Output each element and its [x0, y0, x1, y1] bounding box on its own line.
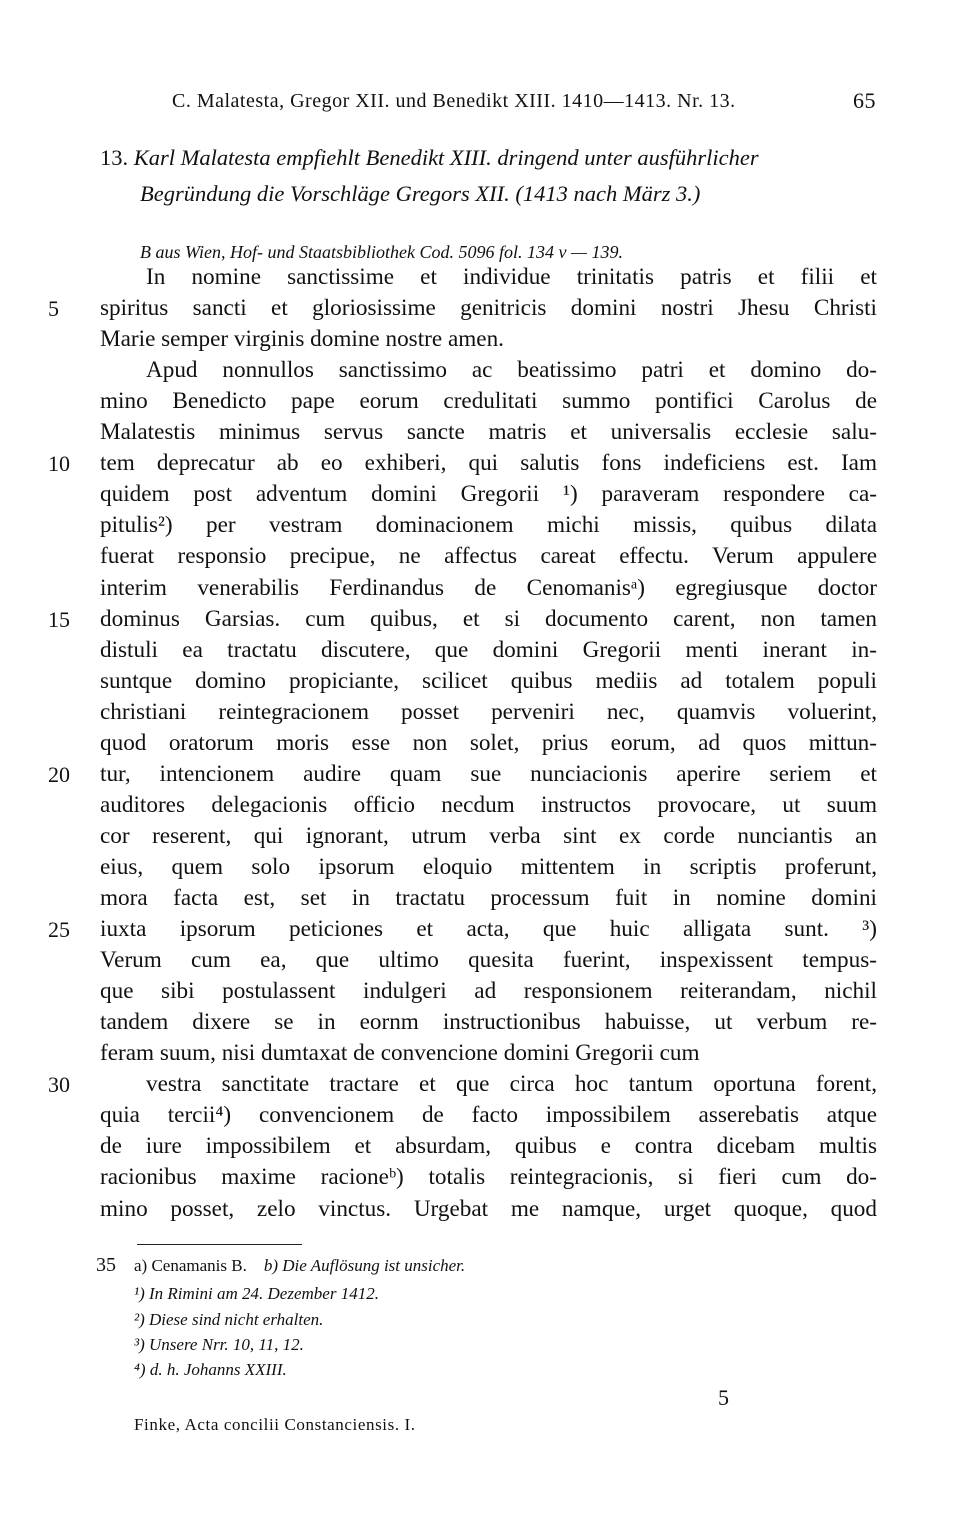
source-note: B aus Wien, Hof- und Staatsbibliothek Cod. 5096 fol. 134 v — 139. [140, 242, 623, 262]
text-line: tur, intencionem audire quam sue nunciacionis aperire seriem et [100, 761, 877, 787]
footnote-3 [134, 1335, 304, 1355]
text-line: mino Benedicto pape eorum credulitati summo pontifici Carolus de [100, 388, 877, 414]
text-line: distuli ea tractatu discutere, que domini Gregorii menti inerant in- [100, 637, 877, 663]
critical-apparatus [134, 1256, 465, 1276]
text-line: dominus Garsias. cum quibus, et si documento carent, non tamen [100, 606, 877, 632]
text-line: eius, quem solo ipsorum eloquio mittentem in scriptis proferunt, [100, 854, 877, 880]
line-number: 5 [48, 296, 59, 321]
footnote-1 [134, 1284, 379, 1304]
heading-line-1-text: Karl Malatesta empfiehlt Benedikt XIII. dringend unter ausführlicher [133, 145, 759, 170]
line-number: 10 [48, 451, 70, 476]
text-line: suntque domino propiciante, scilicet quibus mediis ad totalem populi [100, 668, 877, 694]
footnote-2-text: ²) Diese sind nicht erhalten. [134, 1310, 324, 1329]
document-number: 13. [100, 145, 129, 170]
text-line: cor reserent, qui ignorant, utrum verba sint ex corde nunciantis an [100, 823, 877, 849]
text-line: In nomine sanctissime et individue trinitatis patris et filii et [146, 264, 877, 290]
text-line: feram suum, nisi dumtaxat de convencione domini Gregorii cum [100, 1040, 700, 1066]
text-line: christiani reintegracionem posset perveniri nec, quamvis voluerint, [100, 699, 877, 725]
text-line: iuxta ipsorum peticiones et acta, que huic alligata sunt. ³) [100, 916, 877, 942]
footnote-4-text: ⁴) d. h. Johanns XXIII. [134, 1360, 287, 1379]
footnote-3-text: ³) Unsere Nrr. 10, 11, 12. [134, 1335, 304, 1354]
text-line: vestra sanctitate tractare et que circa hoc tantum oportuna forent, [146, 1071, 877, 1097]
text-line: racionibus maxime racioneᵇ) totalis reintegracionis, si fieri cum do- [100, 1164, 877, 1190]
text-line: de iure impossibilem et absurdam, quibus e contra dicebam multis [100, 1133, 877, 1159]
page-number: 65 [853, 88, 876, 113]
line-number: 30 [48, 1072, 70, 1097]
text-line: quia tercii⁴) convencionem de facto impossibilem asserebatis atque [100, 1102, 877, 1128]
text-line: que sibi postulassent indulgeri ad responsionem reiterandam, nichil [100, 978, 877, 1004]
text-line: spiritus sancti et gloriosissime genitricis domini nostri Jhesu Christi [100, 295, 877, 321]
line-number: 25 [48, 917, 70, 942]
line-number: 20 [48, 762, 70, 787]
footnote-2 [134, 1310, 323, 1330]
text-line: Malatestis minimus servus sancte matris et universalis ecclesie salu- [100, 419, 877, 445]
heading-line-2-text: Begründung die Vorschläge Gregors XII. (1413 nach März 3.) [140, 181, 701, 206]
footer-citation: Finke, Acta concilii Constanciensis. I. [134, 1415, 416, 1434]
text-line: Verum cum ea, que ultimo quesita fuerint, inspexissent tempus- [100, 947, 877, 973]
text-line: mora facta est, set in tractatu processum fuit in nomine domini [100, 885, 877, 911]
text-line: mino posset, zelo vinctus. Urgebat me namque, urget quoque, quod [100, 1196, 877, 1222]
footnote-rule [137, 1244, 302, 1245]
text-line: tem deprecatur ab eo exhiberi, qui salutis fons indeficiens est. Iam [100, 450, 877, 476]
text-line: fuerat responsio precipue, ne affectus careat effectu. Verum appulere [100, 543, 877, 569]
running-header [172, 90, 876, 113]
text-line: Apud nonnullos sanctissimo ac beatissimo patri et domino do- [146, 357, 877, 383]
text-line: tandem dixere se in eornm instructionibus habuisse, ut verbum re- [100, 1009, 877, 1035]
text-line: quod oratorum moris esse non solet, prius eorum, ad quos mittun- [100, 730, 877, 756]
text-line: auditores delegacionis officio necdum instructos provocare, ut suum [100, 792, 877, 818]
line-number: 15 [48, 607, 70, 632]
running-head-text: C. Malatesta, Gregor XII. und Benedikt XIII. 1410—1413. Nr. 13. [172, 90, 736, 112]
document-heading-line-1 [100, 142, 880, 174]
footnote-line-number: 35 [96, 1254, 116, 1276]
text-line: pitulis²) per vestram dominacionem michi missis, quibus dilata [100, 512, 877, 538]
text-line: Marie semper virginis domine nostre amen. [100, 326, 504, 352]
critical-note-a: a) Cenamanis B. [134, 1256, 247, 1275]
text-line: interim venerabilis Ferdinandus de Cenomanisᵃ) egregiusque doctor [100, 575, 877, 601]
footnote-1-text: ¹) In Rimini am 24. Dezember 1412. [134, 1284, 379, 1303]
text-line: quidem post adventum domini Gregorii ¹) paraveram respondere ca- [100, 481, 877, 507]
document-heading-line-2 [140, 178, 920, 210]
footnote-4 [134, 1360, 287, 1380]
critical-note-b: b) Die Auflösung ist unsicher. [263, 1256, 466, 1275]
signature-mark: 5 [718, 1385, 729, 1410]
